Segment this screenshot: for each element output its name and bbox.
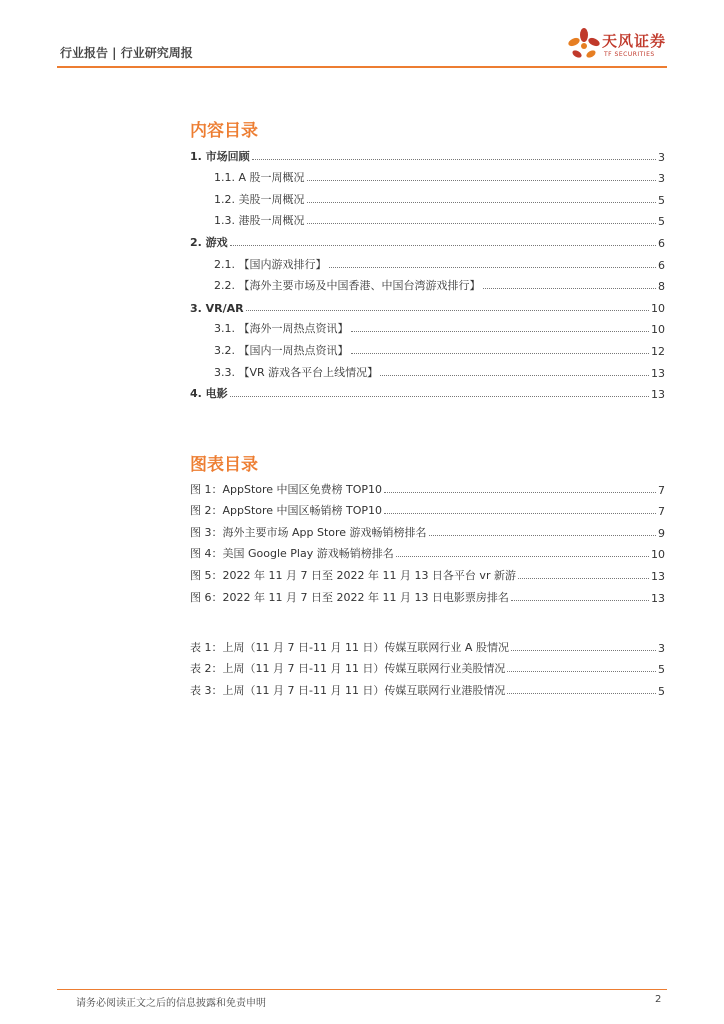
toc-entry-label: 图 1：AppStore 中国区免费榜 TOP10 (190, 482, 383, 496)
dot-leader (396, 556, 649, 557)
toc-entry[interactable] (190, 583, 665, 605)
toc-entry[interactable] (190, 475, 665, 497)
dot-leader (483, 288, 657, 289)
toc-entry-page: 13 (651, 569, 665, 583)
toc-entry-page: 6 (658, 236, 665, 250)
dot-leader (380, 375, 649, 376)
toc-entry-page: 13 (651, 591, 665, 605)
toc-entry[interactable] (190, 676, 665, 698)
toc-entry-label: 1.2. 美股一周概况 (214, 192, 305, 206)
toc-entry-page: 8 (658, 280, 665, 294)
toc-entry-label: 图 2：AppStore 中国区畅销榜 TOP10 (190, 504, 383, 518)
toc-entry-label: 2.1. 【国内游戏排行】 (214, 257, 327, 271)
dot-leader (384, 492, 656, 493)
report-category: 行业报告 | 行业研究周报 (60, 46, 193, 60)
toc-entry-label: 表 1：上周（11 月 7 日-11 月 11 日）传媒互联网行业 A 股情况 (190, 640, 509, 654)
dot-leader (307, 202, 657, 203)
toc-entry-label: 3.2. 【国内一周热点资讯】 (214, 343, 349, 357)
toc-entry-page: 3 (658, 641, 665, 655)
toc-entry-page: 3 (658, 150, 665, 164)
dot-leader (511, 650, 656, 651)
toc-entry[interactable] (190, 540, 665, 562)
toc-entry[interactable] (190, 336, 665, 358)
toc-entry[interactable] (190, 561, 665, 583)
dot-leader (518, 578, 649, 579)
toc-entry[interactable] (190, 228, 665, 250)
toc-entry-label: 图 4：美国 Google Play 游戏畅销榜排名 (190, 547, 394, 561)
toc-entry-label: 2.2. 【海外主要市场及中国香港、中国台湾游戏排行】 (214, 279, 481, 293)
toc-entry-label: 图 3：海外主要市场 App Store 游戏畅销榜排名 (190, 525, 427, 539)
toc-entry-label: 图 6：2022 年 11 月 7 日至 2022 年 11 月 13 日电影票房排名 (190, 590, 509, 604)
dot-leader (351, 353, 650, 354)
tables-list (190, 633, 665, 698)
figures-title: 图表目录 (190, 455, 258, 475)
toc-entry-page: 10 (651, 301, 665, 315)
toc-entry[interactable] (190, 497, 665, 519)
toc-entry[interactable] (190, 272, 665, 294)
toc-entry-page: 9 (658, 526, 665, 540)
toc-entry-page: 3 (658, 172, 665, 186)
toc-entry-label: 2. 游戏 (190, 235, 228, 249)
toc-entry-page: 5 (658, 684, 665, 698)
dot-leader (329, 267, 657, 268)
toc-entry-page: 6 (658, 258, 665, 272)
toc-entry-page: 7 (658, 505, 665, 519)
dot-leader (384, 513, 656, 514)
dot-leader (307, 223, 657, 224)
toc-entry[interactable] (190, 207, 665, 229)
toc-entry-label: 1.3. 港股一周概况 (214, 214, 305, 228)
dot-leader (307, 180, 656, 181)
toc-entry-page: 12 (651, 344, 665, 358)
dot-leader (351, 331, 650, 332)
toc-entry-page: 13 (651, 388, 665, 402)
toc-entry[interactable] (190, 142, 665, 164)
toc-entry-label: 表 3：上周（11 月 7 日-11 月 11 日）传媒互联网行业港股情况 (190, 683, 506, 697)
toc-entry-page: 10 (651, 548, 665, 562)
footer-disclaimer: 请务必阅读正文之后的信息披露和免责申明 (76, 998, 266, 1009)
dot-leader (230, 396, 649, 397)
toc-entry[interactable] (190, 293, 665, 315)
toc-entry[interactable] (190, 250, 665, 272)
contents-list (190, 142, 665, 401)
toc-entry-label: 表 2：上周（11 月 7 日-11 月 11 日）传媒互联网行业美股情况 (190, 662, 506, 676)
company-logo (566, 26, 676, 66)
toc-entry-page: 5 (658, 193, 665, 207)
toc-entry-label: 4. 电影 (190, 387, 228, 401)
toc-entry-label: 3. VR/AR (190, 301, 244, 315)
toc-entry[interactable] (190, 633, 665, 655)
toc-entry-page: 7 (658, 483, 665, 497)
dot-leader (511, 600, 649, 601)
toc-entry-page: 10 (651, 323, 665, 337)
header-divider (57, 66, 667, 68)
toc-entry-label: 3.1. 【海外一周热点资讯】 (214, 322, 349, 336)
toc-entry-page: 5 (658, 663, 665, 677)
dot-leader (507, 693, 656, 694)
toc-entry-page: 5 (658, 215, 665, 229)
toc-entry[interactable] (190, 518, 665, 540)
contents-title: 内容目录 (190, 121, 258, 141)
dot-leader (246, 310, 649, 311)
toc-entry[interactable] (190, 315, 665, 337)
toc-entry-label: 1.1. A 股一周概况 (214, 171, 305, 185)
figures-list (190, 475, 665, 605)
dot-leader (429, 535, 656, 536)
page-number: 2 (655, 994, 662, 1005)
toc-entry-page: 13 (651, 366, 665, 380)
toc-entry-label: 3.3. 【VR 游戏各平台上线情况】 (214, 365, 379, 379)
toc-entry-label: 1. 市场回顾 (190, 149, 250, 163)
footer-divider (57, 989, 667, 990)
toc-entry-label: 图 5：2022 年 11 月 7 日至 2022 年 11 月 13 日各平台 vr 新游 (190, 568, 516, 582)
logo-name-cn: 天风证券 (602, 32, 667, 50)
logo-name-en: TF SECURITIES (604, 51, 655, 58)
toc-entry[interactable] (190, 164, 665, 186)
toc-entry[interactable] (190, 380, 665, 402)
toc-entry[interactable] (190, 655, 665, 677)
dot-leader (252, 159, 656, 160)
toc-entry[interactable] (190, 358, 665, 380)
toc-entry[interactable] (190, 185, 665, 207)
dot-leader (230, 245, 656, 246)
dot-leader (507, 671, 656, 672)
logo-mark-icon (566, 26, 602, 66)
